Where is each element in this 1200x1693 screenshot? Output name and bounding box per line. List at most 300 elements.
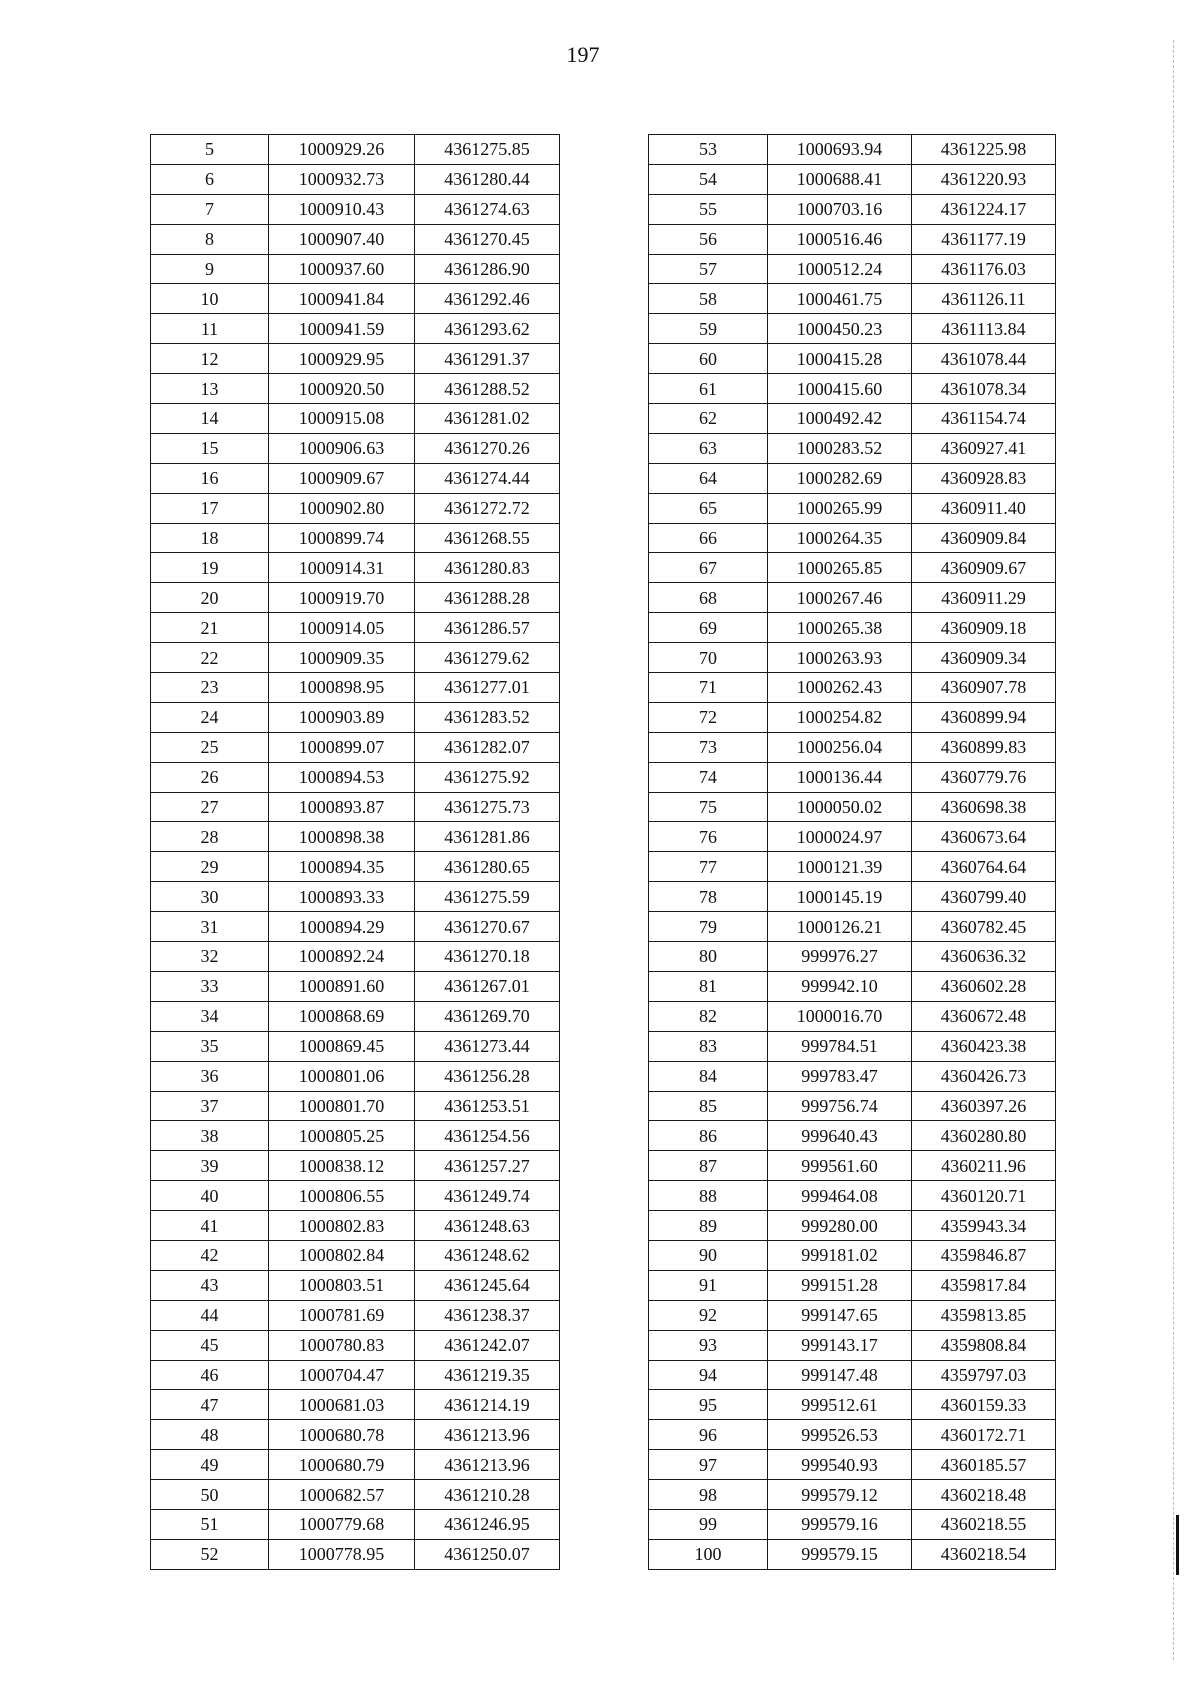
right-table-row: [649, 344, 1056, 374]
x-coordinate-cell: 1000450.23: [768, 314, 912, 344]
scan-edge-line: [1173, 40, 1174, 1660]
right-table-row: [649, 1061, 1056, 1091]
x-coordinate-cell: 1000263.93: [768, 643, 912, 673]
x-coordinate-cell: 999151.28: [768, 1270, 912, 1300]
x-coordinate-cell: 999540.93: [768, 1450, 912, 1480]
left-table-row: [151, 1420, 560, 1450]
x-coordinate-cell: 999783.47: [768, 1061, 912, 1091]
x-coordinate-cell: 999784.51: [768, 1031, 912, 1061]
point-number-cell: 51: [151, 1509, 269, 1539]
right-table-row: [649, 912, 1056, 942]
left-table-row: [151, 643, 560, 673]
x-coordinate-cell: 1000868.69: [269, 1001, 415, 1031]
x-coordinate-cell: 1000903.89: [269, 702, 415, 732]
x-coordinate-cell: 999181.02: [768, 1240, 912, 1270]
point-number-cell: 12: [151, 344, 269, 374]
y-coordinate-cell: 4360673.64: [912, 822, 1056, 852]
right-table-row: [649, 1480, 1056, 1510]
point-number-cell: 80: [649, 942, 768, 972]
x-coordinate-cell: 1000681.03: [269, 1390, 415, 1420]
x-coordinate-cell: 1000779.68: [269, 1509, 415, 1539]
coordinates-table-left-body: [151, 135, 560, 1570]
y-coordinate-cell: 4360782.45: [912, 912, 1056, 942]
y-coordinate-cell: 4360280.80: [912, 1121, 1056, 1151]
left-table-row: [151, 1061, 560, 1091]
right-table-row: [649, 1211, 1056, 1241]
y-coordinate-cell: 4360911.29: [912, 583, 1056, 613]
y-coordinate-cell: 4361274.63: [415, 194, 560, 224]
y-coordinate-cell: 4361275.59: [415, 882, 560, 912]
x-coordinate-cell: 1000050.02: [768, 792, 912, 822]
x-coordinate-cell: 1000680.78: [269, 1420, 415, 1450]
y-coordinate-cell: 4360911.40: [912, 493, 1056, 523]
point-number-cell: 46: [151, 1360, 269, 1390]
left-table-row: [151, 1270, 560, 1300]
point-number-cell: 27: [151, 792, 269, 822]
x-coordinate-cell: 1000693.94: [768, 135, 912, 165]
right-table-row: [649, 493, 1056, 523]
left-table-row: [151, 1509, 560, 1539]
left-table-row: [151, 284, 560, 314]
point-number-cell: 88: [649, 1181, 768, 1211]
right-table-row: [649, 254, 1056, 284]
x-coordinate-cell: 999147.48: [768, 1360, 912, 1390]
x-coordinate-cell: 1000802.83: [269, 1211, 415, 1241]
left-table-row: [151, 553, 560, 583]
right-table-row: [649, 194, 1056, 224]
y-coordinate-cell: 4360927.41: [912, 433, 1056, 463]
y-coordinate-cell: 4361113.84: [912, 314, 1056, 344]
y-coordinate-cell: 4360779.76: [912, 762, 1056, 792]
left-table-row: [151, 1211, 560, 1241]
left-table-row: [151, 882, 560, 912]
point-number-cell: 35: [151, 1031, 269, 1061]
x-coordinate-cell: 1000415.28: [768, 344, 912, 374]
x-coordinate-cell: 1000126.21: [768, 912, 912, 942]
y-coordinate-cell: 4359817.84: [912, 1270, 1056, 1300]
point-number-cell: 100: [649, 1539, 768, 1569]
left-table-row: [151, 702, 560, 732]
left-table-row: [151, 1539, 560, 1569]
y-coordinate-cell: 4361257.27: [415, 1151, 560, 1181]
left-table-row: [151, 1360, 560, 1390]
point-number-cell: 87: [649, 1151, 768, 1181]
point-number-cell: 70: [649, 643, 768, 673]
left-table-row: [151, 673, 560, 703]
point-number-cell: 45: [151, 1330, 269, 1360]
point-number-cell: 75: [649, 792, 768, 822]
x-coordinate-cell: 999640.43: [768, 1121, 912, 1151]
left-table-row: [151, 493, 560, 523]
y-coordinate-cell: 4361288.28: [415, 583, 560, 613]
left-table-row: [151, 1480, 560, 1510]
y-coordinate-cell: 4361238.37: [415, 1300, 560, 1330]
point-number-cell: 63: [649, 433, 768, 463]
x-coordinate-cell: 1000265.99: [768, 493, 912, 523]
x-coordinate-cell: 1000282.69: [768, 463, 912, 493]
y-coordinate-cell: 4361078.34: [912, 374, 1056, 404]
point-number-cell: 34: [151, 1001, 269, 1031]
right-table-row: [649, 404, 1056, 434]
y-coordinate-cell: 4360218.48: [912, 1480, 1056, 1510]
right-table-row: [649, 284, 1056, 314]
y-coordinate-cell: 4361286.90: [415, 254, 560, 284]
x-coordinate-cell: 1000703.16: [768, 194, 912, 224]
point-number-cell: 52: [151, 1539, 269, 1569]
point-number-cell: 91: [649, 1270, 768, 1300]
x-coordinate-cell: 1000893.87: [269, 792, 415, 822]
left-table-row: [151, 463, 560, 493]
point-number-cell: 14: [151, 404, 269, 434]
y-coordinate-cell: 4360602.28: [912, 971, 1056, 1001]
point-number-cell: 7: [151, 194, 269, 224]
point-number-cell: 47: [151, 1390, 269, 1420]
y-coordinate-cell: 4361224.17: [912, 194, 1056, 224]
left-table-row: [151, 523, 560, 553]
x-coordinate-cell: 999147.65: [768, 1300, 912, 1330]
y-coordinate-cell: 4360928.83: [912, 463, 1056, 493]
y-coordinate-cell: 4360185.57: [912, 1450, 1056, 1480]
point-number-cell: 30: [151, 882, 269, 912]
y-coordinate-cell: 4361249.74: [415, 1181, 560, 1211]
point-number-cell: 40: [151, 1181, 269, 1211]
right-table-row: [649, 314, 1056, 344]
x-coordinate-cell: 1000894.29: [269, 912, 415, 942]
point-number-cell: 18: [151, 523, 269, 553]
point-number-cell: 84: [649, 1061, 768, 1091]
point-number-cell: 83: [649, 1031, 768, 1061]
right-table-row: [649, 1001, 1056, 1031]
y-coordinate-cell: 4360799.40: [912, 882, 1056, 912]
right-table-row: [649, 1420, 1056, 1450]
x-coordinate-cell: 1000902.80: [269, 493, 415, 523]
x-coordinate-cell: 1000914.05: [269, 613, 415, 643]
right-table-row: [649, 1330, 1056, 1360]
x-coordinate-cell: 1000937.60: [269, 254, 415, 284]
left-table-row: [151, 1450, 560, 1480]
left-table-row: [151, 1240, 560, 1270]
x-coordinate-cell: 1000803.51: [269, 1270, 415, 1300]
point-number-cell: 9: [151, 254, 269, 284]
x-coordinate-cell: 1000136.44: [768, 762, 912, 792]
right-table-row: [649, 971, 1056, 1001]
y-coordinate-cell: 4361213.96: [415, 1420, 560, 1450]
point-number-cell: 93: [649, 1330, 768, 1360]
y-coordinate-cell: 4361253.51: [415, 1091, 560, 1121]
point-number-cell: 66: [649, 523, 768, 553]
point-number-cell: 82: [649, 1001, 768, 1031]
right-table-row: [649, 1121, 1056, 1151]
right-table-row: [649, 1360, 1056, 1390]
point-number-cell: 95: [649, 1390, 768, 1420]
y-coordinate-cell: 4361254.56: [415, 1121, 560, 1151]
point-number-cell: 19: [151, 553, 269, 583]
y-coordinate-cell: 4361292.46: [415, 284, 560, 314]
right-table-row: [649, 882, 1056, 912]
right-table-row: [649, 224, 1056, 254]
point-number-cell: 85: [649, 1091, 768, 1121]
left-table-row: [151, 224, 560, 254]
point-number-cell: 78: [649, 882, 768, 912]
y-coordinate-cell: 4361282.07: [415, 732, 560, 762]
y-coordinate-cell: 4361214.19: [415, 1390, 560, 1420]
y-coordinate-cell: 4361275.92: [415, 762, 560, 792]
y-coordinate-cell: 4360423.38: [912, 1031, 1056, 1061]
right-table-row: [649, 762, 1056, 792]
y-coordinate-cell: 4360909.67: [912, 553, 1056, 583]
point-number-cell: 96: [649, 1420, 768, 1450]
right-table-row: [649, 1270, 1056, 1300]
point-number-cell: 25: [151, 732, 269, 762]
left-table-row: [151, 1390, 560, 1420]
y-coordinate-cell: 4361273.44: [415, 1031, 560, 1061]
x-coordinate-cell: 1000781.69: [269, 1300, 415, 1330]
y-coordinate-cell: 4361272.72: [415, 493, 560, 523]
left-table-row: [151, 1181, 560, 1211]
point-number-cell: 54: [649, 164, 768, 194]
x-coordinate-cell: 999579.16: [768, 1509, 912, 1539]
y-coordinate-cell: 4361248.62: [415, 1240, 560, 1270]
y-coordinate-cell: 4361281.86: [415, 822, 560, 852]
x-coordinate-cell: 1000893.33: [269, 882, 415, 912]
right-table-row: [649, 1509, 1056, 1539]
y-coordinate-cell: 4360211.96: [912, 1151, 1056, 1181]
x-coordinate-cell: 1000941.59: [269, 314, 415, 344]
point-number-cell: 53: [649, 135, 768, 165]
x-coordinate-cell: 1000894.35: [269, 852, 415, 882]
point-number-cell: 39: [151, 1151, 269, 1181]
x-coordinate-cell: 999942.10: [768, 971, 912, 1001]
left-table-row: [151, 792, 560, 822]
x-coordinate-cell: 1000838.12: [269, 1151, 415, 1181]
right-table-row: [649, 164, 1056, 194]
point-number-cell: 81: [649, 971, 768, 1001]
point-number-cell: 5: [151, 135, 269, 165]
point-number-cell: 41: [151, 1211, 269, 1241]
right-table-row: [649, 463, 1056, 493]
y-coordinate-cell: 4361269.70: [415, 1001, 560, 1031]
left-table-row: [151, 194, 560, 224]
y-coordinate-cell: 4361245.64: [415, 1270, 560, 1300]
y-coordinate-cell: 4361293.62: [415, 314, 560, 344]
y-coordinate-cell: 4361225.98: [912, 135, 1056, 165]
y-coordinate-cell: 4361270.67: [415, 912, 560, 942]
point-number-cell: 31: [151, 912, 269, 942]
x-coordinate-cell: 1000920.50: [269, 374, 415, 404]
y-coordinate-cell: 4361270.45: [415, 224, 560, 254]
y-coordinate-cell: 4360899.83: [912, 732, 1056, 762]
x-coordinate-cell: 1000516.46: [768, 224, 912, 254]
y-coordinate-cell: 4360636.32: [912, 942, 1056, 972]
x-coordinate-cell: 1000265.85: [768, 553, 912, 583]
right-table-row: [649, 1539, 1056, 1569]
point-number-cell: 73: [649, 732, 768, 762]
right-table-row: [649, 1181, 1056, 1211]
right-table-row: [649, 135, 1056, 165]
left-table-row: [151, 254, 560, 284]
x-coordinate-cell: 999143.17: [768, 1330, 912, 1360]
point-number-cell: 55: [649, 194, 768, 224]
right-table-row: [649, 852, 1056, 882]
right-table-row: [649, 1300, 1056, 1330]
right-table-row: [649, 1151, 1056, 1181]
coordinates-table-right-body: [649, 135, 1056, 1570]
left-table-row: [151, 1300, 560, 1330]
y-coordinate-cell: 4361213.96: [415, 1450, 560, 1480]
right-table-row: [649, 433, 1056, 463]
x-coordinate-cell: 1000145.19: [768, 882, 912, 912]
point-number-cell: 43: [151, 1270, 269, 1300]
x-coordinate-cell: 1000265.38: [768, 613, 912, 643]
y-coordinate-cell: 4361288.52: [415, 374, 560, 404]
point-number-cell: 74: [649, 762, 768, 792]
x-coordinate-cell: 1000932.73: [269, 164, 415, 194]
left-table-row: [151, 852, 560, 882]
y-coordinate-cell: 4361270.18: [415, 942, 560, 972]
point-number-cell: 22: [151, 643, 269, 673]
y-coordinate-cell: 4361176.03: [912, 254, 1056, 284]
x-coordinate-cell: 1000909.67: [269, 463, 415, 493]
right-table-row: [649, 553, 1056, 583]
x-coordinate-cell: 1000680.79: [269, 1450, 415, 1480]
y-coordinate-cell: 4361275.73: [415, 792, 560, 822]
y-coordinate-cell: 4361219.35: [415, 1360, 560, 1390]
x-coordinate-cell: 1000778.95: [269, 1539, 415, 1569]
x-coordinate-cell: 1000262.43: [768, 673, 912, 703]
y-coordinate-cell: 4359797.03: [912, 1360, 1056, 1390]
point-number-cell: 37: [151, 1091, 269, 1121]
y-coordinate-cell: 4360218.55: [912, 1509, 1056, 1539]
point-number-cell: 33: [151, 971, 269, 1001]
left-table-row: [151, 1031, 560, 1061]
left-table-row: [151, 1001, 560, 1031]
y-coordinate-cell: 4359943.34: [912, 1211, 1056, 1241]
x-coordinate-cell: 1000899.74: [269, 523, 415, 553]
y-coordinate-cell: 4361270.26: [415, 433, 560, 463]
x-coordinate-cell: 1000688.41: [768, 164, 912, 194]
point-number-cell: 97: [649, 1450, 768, 1480]
left-table-row: [151, 374, 560, 404]
y-coordinate-cell: 4359846.87: [912, 1240, 1056, 1270]
x-coordinate-cell: 1000909.35: [269, 643, 415, 673]
right-table-row: [649, 822, 1056, 852]
x-coordinate-cell: 1000780.83: [269, 1330, 415, 1360]
x-coordinate-cell: 1000899.07: [269, 732, 415, 762]
left-table-row: [151, 135, 560, 165]
x-coordinate-cell: 1000805.25: [269, 1121, 415, 1151]
right-table-row: [649, 374, 1056, 404]
x-coordinate-cell: 999512.61: [768, 1390, 912, 1420]
y-coordinate-cell: 4361286.57: [415, 613, 560, 643]
x-coordinate-cell: 1000802.84: [269, 1240, 415, 1270]
x-coordinate-cell: 999579.15: [768, 1539, 912, 1569]
left-table-row: [151, 1121, 560, 1151]
point-number-cell: 38: [151, 1121, 269, 1151]
left-table-row: [151, 912, 560, 942]
point-number-cell: 59: [649, 314, 768, 344]
point-number-cell: 29: [151, 852, 269, 882]
point-number-cell: 62: [649, 404, 768, 434]
left-table-row: [151, 822, 560, 852]
x-coordinate-cell: 999579.12: [768, 1480, 912, 1510]
point-number-cell: 48: [151, 1420, 269, 1450]
left-table-row: [151, 732, 560, 762]
x-coordinate-cell: 999976.27: [768, 942, 912, 972]
x-coordinate-cell: 1000283.52: [768, 433, 912, 463]
x-coordinate-cell: 1000492.42: [768, 404, 912, 434]
right-table-row: [649, 1240, 1056, 1270]
x-coordinate-cell: 1000682.57: [269, 1480, 415, 1510]
point-number-cell: 99: [649, 1509, 768, 1539]
right-table-row: [649, 673, 1056, 703]
x-coordinate-cell: 999561.60: [768, 1151, 912, 1181]
x-coordinate-cell: 1000898.95: [269, 673, 415, 703]
point-number-cell: 61: [649, 374, 768, 404]
y-coordinate-cell: 4360899.94: [912, 702, 1056, 732]
y-coordinate-cell: 4361248.63: [415, 1211, 560, 1241]
x-coordinate-cell: 1000929.95: [269, 344, 415, 374]
point-number-cell: 8: [151, 224, 269, 254]
y-coordinate-cell: 4361246.95: [415, 1509, 560, 1539]
y-coordinate-cell: 4361250.07: [415, 1539, 560, 1569]
y-coordinate-cell: 4361256.28: [415, 1061, 560, 1091]
point-number-cell: 10: [151, 284, 269, 314]
right-table-row: [649, 1031, 1056, 1061]
x-coordinate-cell: 1000024.97: [768, 822, 912, 852]
right-table-row: [649, 702, 1056, 732]
left-table-row: [151, 942, 560, 972]
point-number-cell: 64: [649, 463, 768, 493]
left-table-row: [151, 164, 560, 194]
right-table-row: [649, 583, 1056, 613]
x-coordinate-cell: 1000915.08: [269, 404, 415, 434]
x-coordinate-cell: 1000891.60: [269, 971, 415, 1001]
right-table-row: [649, 643, 1056, 673]
x-coordinate-cell: 1000907.40: [269, 224, 415, 254]
x-coordinate-cell: 1000898.38: [269, 822, 415, 852]
y-coordinate-cell: 4360426.73: [912, 1061, 1056, 1091]
y-coordinate-cell: 4361242.07: [415, 1330, 560, 1360]
left-table-row: [151, 613, 560, 643]
x-coordinate-cell: 1000910.43: [269, 194, 415, 224]
left-table-row: [151, 1091, 560, 1121]
y-coordinate-cell: 4359808.84: [912, 1330, 1056, 1360]
point-number-cell: 42: [151, 1240, 269, 1270]
point-number-cell: 68: [649, 583, 768, 613]
x-coordinate-cell: 1000264.35: [768, 523, 912, 553]
right-table-row: [649, 1390, 1056, 1420]
right-table-row: [649, 613, 1056, 643]
point-number-cell: 15: [151, 433, 269, 463]
y-coordinate-cell: 4361277.01: [415, 673, 560, 703]
x-coordinate-cell: 1000801.06: [269, 1061, 415, 1091]
point-number-cell: 11: [151, 314, 269, 344]
point-number-cell: 23: [151, 673, 269, 703]
point-number-cell: 21: [151, 613, 269, 643]
y-coordinate-cell: 4361177.19: [912, 224, 1056, 254]
point-number-cell: 90: [649, 1240, 768, 1270]
point-number-cell: 24: [151, 702, 269, 732]
x-coordinate-cell: 1000415.60: [768, 374, 912, 404]
x-coordinate-cell: 1000941.84: [269, 284, 415, 314]
right-table-row: [649, 1091, 1056, 1121]
x-coordinate-cell: 1000869.45: [269, 1031, 415, 1061]
point-number-cell: 58: [649, 284, 768, 314]
left-table-row: [151, 344, 560, 374]
point-number-cell: 28: [151, 822, 269, 852]
x-coordinate-cell: 1000919.70: [269, 583, 415, 613]
point-number-cell: 77: [649, 852, 768, 882]
